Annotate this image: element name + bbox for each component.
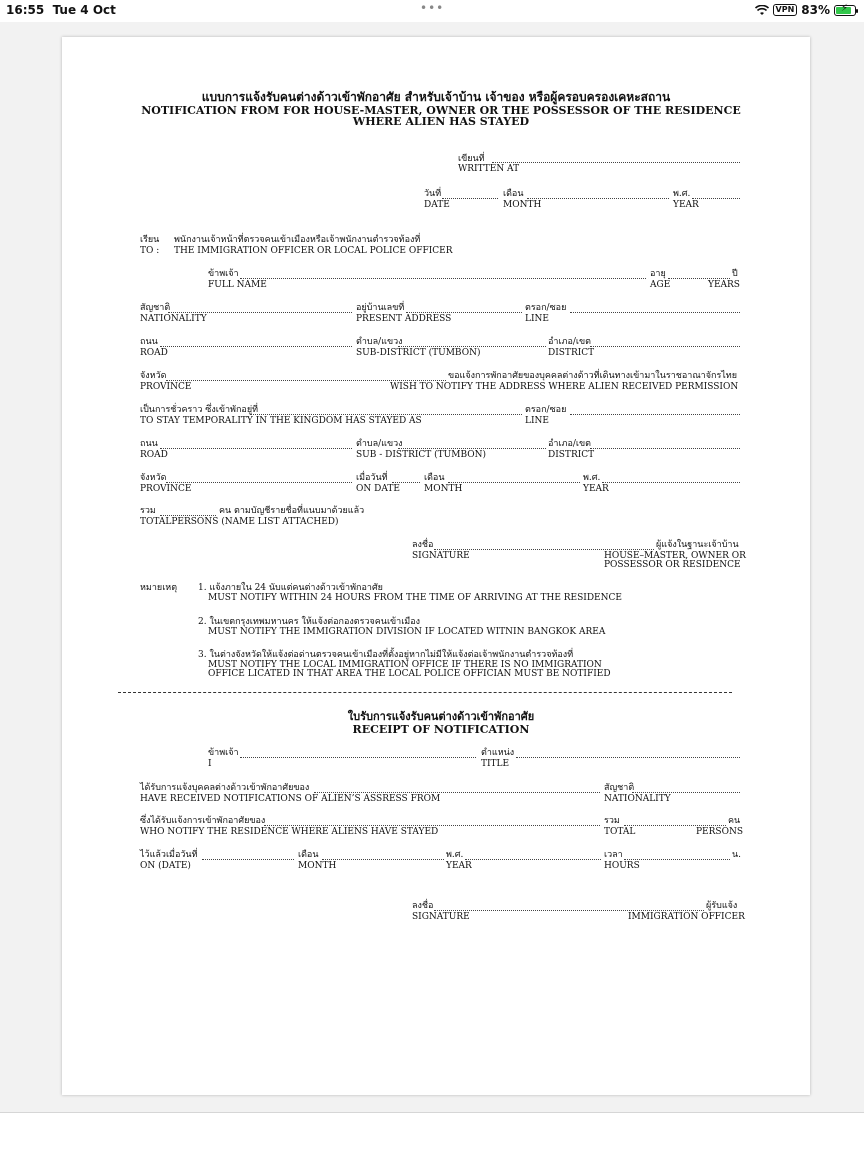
month-label-th: เดือน bbox=[503, 189, 524, 199]
receipt-month-field[interactable] bbox=[322, 859, 444, 860]
written-at-label-en: WRITTEN AT bbox=[458, 164, 520, 174]
road-label-en: ROAD bbox=[140, 348, 168, 358]
subdistrict-label-en: SUB-DISTRICT (TUMBON) bbox=[356, 348, 481, 358]
receiver-label-en: IMMIGRATION OFFICER bbox=[628, 912, 745, 922]
house-master-label-en-1: HOUSE–MASTER, OWNER OR bbox=[604, 551, 746, 561]
subdistrict2-field[interactable] bbox=[398, 448, 546, 449]
line-label-th: ตรอก/ซอย bbox=[525, 303, 567, 313]
receipt-title-label-en: TITLE bbox=[481, 759, 510, 769]
status-time: 16:55 Tue 4 Oct bbox=[6, 3, 116, 17]
nationality-label-en: NATIONALITY bbox=[140, 314, 207, 324]
present-address-label-th: อยู่บ้านเลขที่ bbox=[356, 303, 405, 313]
to-recipient-th: พนักงานเจ้าหน้าที่ตรวจคนเข้าเมืองหรือเจ้าพนักงานตำรวจท้องที่ bbox=[174, 235, 421, 245]
district-field[interactable] bbox=[590, 346, 740, 347]
receipt-nationality-th: สัญชาติ bbox=[604, 783, 635, 793]
receipt-name-field[interactable] bbox=[240, 757, 476, 758]
receipt-time-field[interactable] bbox=[624, 859, 730, 860]
note2-th: 2. ในเขตกรุงเทพมหานคร ให้แจ้งต่อกองตรวจคนเข้าเมือง bbox=[198, 617, 421, 627]
receipt-date-field[interactable] bbox=[202, 859, 294, 860]
sign-label-th: ลงชื่อ bbox=[412, 540, 434, 550]
district-label-en: DISTRICT bbox=[548, 348, 595, 358]
province2-field[interactable] bbox=[166, 482, 352, 483]
receipt-year-en: YEAR bbox=[446, 861, 472, 871]
receipt-i-label-en: I bbox=[208, 759, 212, 769]
note2-en: MUST NOTIFY THE IMMIGRATION DIVISION IF LOCATED WITNIN BANGKOK AREA bbox=[208, 627, 606, 637]
cut-line bbox=[118, 692, 732, 693]
wish-notify-th: ขอแจ้งการพักอาศัยของบุคคลต่างด้าวที่เดินทางเข้ามาในราชอาณาจักรไทย bbox=[448, 371, 738, 381]
subdistrict2-label-th: ตำบล/แขวง bbox=[356, 439, 403, 449]
sign-label-en: SIGNATURE bbox=[412, 551, 470, 561]
date-field[interactable] bbox=[442, 198, 498, 199]
total-persons-field[interactable] bbox=[160, 515, 216, 516]
total-label-en: TOTALPERSONS (NAME LIST ATTACHED) bbox=[140, 517, 339, 527]
battery-icon bbox=[834, 2, 856, 16]
status-date: Tue 4 Oct bbox=[52, 3, 116, 17]
line-field[interactable] bbox=[570, 312, 740, 313]
remark-label-th: หมายเหตุ bbox=[140, 583, 178, 593]
received-label-en: HAVE RECEIVED NOTIFICATIONS OF ALIEN’S ASSRESS FROM bbox=[140, 794, 441, 804]
receipt-on-date-th: ไว้แล้วเมื่อวันที่ bbox=[140, 850, 198, 860]
date-label-th: วันที่ bbox=[424, 189, 442, 199]
age-label-th: อายุ bbox=[650, 269, 666, 279]
charging-icon: ⚡ bbox=[841, 2, 849, 14]
on-year-label-en: YEAR bbox=[583, 484, 609, 494]
form-title-thai: แบบการแจ้งรับคนต่างด้าวเข้าพักอาศัย สำหรับเจ้าบ้าน เจ้าของ หรือผู้ครอบครองเคหะสถาน bbox=[201, 90, 671, 104]
year-label-en: YEAR bbox=[673, 200, 699, 210]
to-label-en: TO : bbox=[140, 246, 160, 256]
age-label-en: AGE bbox=[650, 280, 671, 290]
nationality-field[interactable] bbox=[168, 312, 352, 313]
form-title-en-2: WHERE ALIEN HAS STAYED bbox=[352, 115, 530, 128]
present-address-field[interactable] bbox=[406, 312, 522, 313]
battery-percent: 83% bbox=[801, 3, 830, 17]
receipt-on-date-en: ON (DATE) bbox=[140, 861, 191, 871]
multitasking-dots-icon[interactable]: ••• bbox=[420, 1, 445, 15]
on-month-field[interactable] bbox=[448, 482, 580, 483]
stay-label-en: TO STAY TEMPORALITY IN THE KINGDOM HAS STAYED AS bbox=[140, 416, 422, 426]
road2-label-th: ถนน bbox=[140, 439, 158, 449]
receipt-year-field[interactable] bbox=[465, 859, 601, 860]
on-date-label-th: เมื่อวันที่ bbox=[356, 473, 388, 483]
on-date-field[interactable] bbox=[392, 482, 420, 483]
stay-label-th: เป็นการชั่วคราว ซึ่งเข้าพักอยู่ที่ bbox=[140, 405, 259, 415]
on-date-label-en: ON DATE bbox=[356, 484, 400, 494]
written-at-field[interactable] bbox=[492, 162, 740, 163]
district-label-th: อำเภอ/เขต bbox=[548, 337, 591, 347]
total-label-th: รวม bbox=[140, 506, 156, 516]
subdistrict-field[interactable] bbox=[398, 346, 546, 347]
road-label-th: ถนน bbox=[140, 337, 158, 347]
vpn-badge: VPN bbox=[773, 4, 798, 16]
district2-field[interactable] bbox=[590, 448, 740, 449]
on-year-label-th: พ.ศ. bbox=[583, 473, 601, 483]
status-bar bbox=[0, 0, 864, 22]
receipt-month-en: MONTH bbox=[298, 861, 337, 871]
note3-th: 3. ในต่างจังหวัดให้แจ้งต่อด่านตรวจคนเข้าเมืองที่ตั้งอยู่หากไม่มีให้แจ้งต่อเจ้าพนักงานตำรวจท้องที่ bbox=[198, 650, 574, 660]
note3-en-2: OFFICE LICATED IN THAT AREA THE LOCAL POLICE OFFICIAN MUST BE NOTIFIED bbox=[208, 669, 611, 679]
house-master-label-en-2: POSSESSOR OR RESIDENCE bbox=[604, 560, 741, 570]
age-field[interactable] bbox=[668, 278, 730, 279]
total-mid-th: คน ตามบัญชีรายชื่อที่แนบมาด้วยแล้ว bbox=[219, 506, 365, 516]
province-field[interactable] bbox=[166, 380, 446, 381]
road-field[interactable] bbox=[160, 346, 352, 347]
form-title-en-1: NOTIFICATION FROM FOR HOUSE-MASTER, OWNER OR THE POSSESSOR OF THE RESIDENCE bbox=[141, 104, 741, 117]
fullname-label-en: FULL NAME bbox=[208, 280, 267, 290]
subdistrict2-label-en: SUB - DISTRICT (TUMBON) bbox=[356, 450, 487, 460]
receipt-total-field[interactable] bbox=[624, 825, 726, 826]
road2-label-en: ROAD bbox=[140, 450, 168, 460]
written-at-label-th: เขียนที่ bbox=[458, 154, 485, 164]
receipt-time-en: HOURS bbox=[604, 861, 640, 871]
on-year-field[interactable] bbox=[602, 482, 740, 483]
road2-field[interactable] bbox=[160, 448, 352, 449]
receipt-total-th: รวม bbox=[604, 816, 620, 826]
who-notify-th: ซึ่งได้รับแจ้งการเข้าพักอาศัยของ bbox=[140, 816, 266, 826]
to-recipient-en: THE IMMIGRATION OFFICER OR LOCAL POLICE OFFICER bbox=[174, 246, 453, 256]
receipt-persons-th: คน bbox=[728, 816, 741, 826]
present-address-label-en: PRESENT ADDRESS bbox=[356, 314, 452, 324]
form-page bbox=[62, 37, 810, 1095]
receipt-time-unit-th: น. bbox=[732, 850, 742, 860]
line2-label-en: LINE bbox=[525, 416, 549, 426]
years-label-th: ปี bbox=[732, 269, 738, 279]
date-label-en: DATE bbox=[424, 200, 450, 210]
nationality-label-th: สัญชาติ bbox=[140, 303, 171, 313]
status-indicators bbox=[755, 3, 856, 17]
received-label-th: ได้รับการแจ้งบุคคลต่างด้าวเข้าพักอาศัยของ bbox=[140, 783, 310, 793]
line2-field[interactable] bbox=[570, 414, 740, 415]
line-label-en: LINE bbox=[525, 314, 549, 324]
fullname-field[interactable] bbox=[240, 278, 646, 279]
wifi-icon bbox=[755, 5, 769, 16]
receipt-month-th: เดือน bbox=[298, 850, 319, 860]
year-label-th: พ.ศ. bbox=[673, 189, 691, 199]
received-from-field[interactable] bbox=[314, 792, 600, 793]
who-notify-en: WHO NOTIFY THE RESIDENCE WHERE ALIENS HAVE STAYED bbox=[140, 827, 439, 837]
note1-th: 1. แจ้งภายใน 24 นับแต่คนต่างด้าวเข้าพักอาศัย bbox=[198, 583, 383, 593]
who-notify-field[interactable] bbox=[264, 825, 600, 826]
wish-notify-en: WISH TO NOTIFY THE ADDRESS WHERE ALIEN RECEIVED PERMISSION bbox=[390, 382, 739, 392]
bottom-toolbar-area bbox=[0, 1112, 864, 1153]
receipt-title-field[interactable] bbox=[516, 757, 740, 758]
receipt-nationality-field[interactable] bbox=[632, 792, 740, 793]
receipt-signature-field[interactable] bbox=[434, 910, 704, 911]
note1-en: MUST NOTIFY WITHIN 24 HOURS FROM THE TIME OF ARRIVING AT THE RESIDENCE bbox=[208, 593, 622, 603]
province2-label-en: PROVINCE bbox=[140, 484, 192, 494]
line2-label-th: ตรอก/ซอย bbox=[525, 405, 567, 415]
month-label-en: MONTH bbox=[503, 200, 542, 210]
province2-label-th: จังหวัด bbox=[140, 473, 167, 483]
receipt-nationality-en: NATIONALITY bbox=[604, 794, 671, 804]
years-label-en: YEARS bbox=[708, 280, 740, 290]
receipt-sign-en: SIGNATURE bbox=[412, 912, 470, 922]
to-label-th: เรียน bbox=[140, 235, 160, 245]
receipt-title-en: RECEIPT OF NOTIFICATION bbox=[352, 723, 530, 736]
on-month-label-th: เดือน bbox=[424, 473, 445, 483]
house-master-label-th: ผู้แจ้งในฐานะเจ้าบ้าน bbox=[656, 540, 739, 550]
receipt-total-en: TOTAL bbox=[604, 827, 636, 837]
year-field[interactable] bbox=[692, 198, 740, 199]
receiver-label-th: ผู้รับแจ้ง bbox=[706, 901, 738, 911]
signature-field[interactable] bbox=[434, 549, 654, 550]
month-field[interactable] bbox=[527, 198, 669, 199]
province-label-th: จังหวัด bbox=[140, 371, 167, 381]
province-label-en: PROVINCE bbox=[140, 382, 192, 392]
on-month-label-en: MONTH bbox=[424, 484, 463, 494]
receipt-year-th: พ.ศ. bbox=[446, 850, 464, 860]
district2-label-en: DISTRICT bbox=[548, 450, 595, 460]
subdistrict-label-th: ตำบล/แขวง bbox=[356, 337, 403, 347]
receipt-time-th: เวลา bbox=[604, 850, 623, 860]
receipt-i-label-th: ข้าพเจ้า bbox=[208, 748, 239, 758]
note3-en-1: MUST NOTIFY THE LOCAL IMMIGRATION OFFICE IF THERE IS NO IMMIGRATION bbox=[208, 660, 602, 670]
receipt-persons-en: PERSONS bbox=[696, 827, 743, 837]
stay-address-field[interactable] bbox=[250, 414, 522, 415]
receipt-sign-th: ลงชื่อ bbox=[412, 901, 434, 911]
fullname-label-th: ข้าพเจ้า bbox=[208, 269, 239, 279]
receipt-title-th: ใบรับการแจ้งรับคนต่างด้าวเข้าพักอาศัย bbox=[347, 710, 535, 723]
receipt-title-label-th: ตำแหน่ง bbox=[481, 748, 515, 758]
district2-label-th: อำเภอ/เขต bbox=[548, 439, 591, 449]
